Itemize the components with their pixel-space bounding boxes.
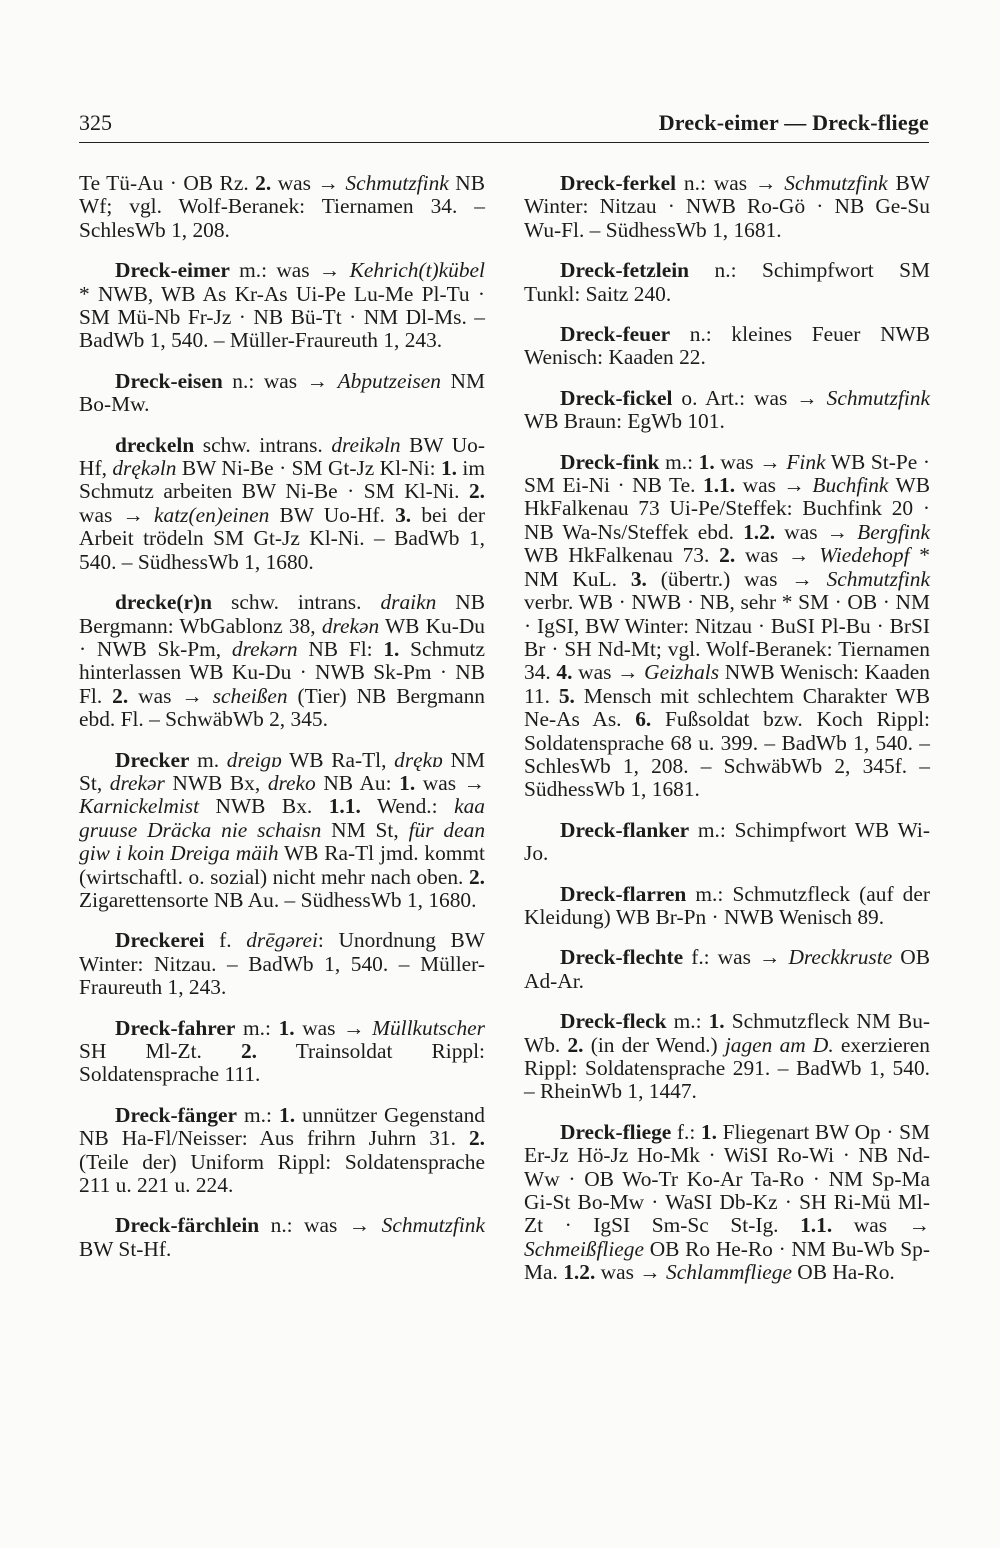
- entry-text: n.: was →: [259, 1213, 382, 1238]
- entry-text: f.: [204, 928, 247, 953]
- headword: Dreck-färchlein: [115, 1213, 260, 1238]
- entry-text: was →: [415, 770, 485, 795]
- dictionary-entry: [79, 172, 485, 242]
- italic-form: drękɒ: [394, 747, 443, 772]
- right-column: [524, 172, 930, 1302]
- entry-text: WB St-Pe · SM Ei-Ni · NB Te.: [524, 449, 931, 498]
- headword: Drecker: [115, 747, 190, 772]
- running-title: Dreck-eimer — Dreck-fliege: [658, 110, 929, 135]
- headword: Dreck-fleck: [560, 1009, 667, 1034]
- italic-form: Schmutzfink: [381, 1213, 485, 1238]
- italic-form: dreko: [267, 770, 316, 795]
- entry-text: n.: was →: [676, 171, 785, 195]
- headword: Dreck-fänger: [115, 1102, 237, 1127]
- entry-text: WB Ra-Tl jmd. kommt (wirtschaftl. o. sozial) nicht mehr nach oben.: [79, 841, 485, 889]
- dictionary-entry: [524, 451, 930, 802]
- entry-text: SH Ml-Zt.: [79, 1039, 241, 1063]
- sense-number: 1.: [278, 1015, 295, 1040]
- italic-form: Abputzeisen: [337, 368, 441, 393]
- entry-text: BW St-Hf.: [79, 1236, 172, 1261]
- dictionary-entry: [524, 1010, 930, 1104]
- italic-form: für dean giw i koin Dreiga mäih: [79, 817, 486, 866]
- entry-text: m.:: [666, 1009, 709, 1034]
- dictionary-entry: [79, 1214, 485, 1261]
- italic-form: dreigɒ: [226, 747, 282, 772]
- entry-text: NWB Bx,: [164, 770, 268, 795]
- sense-number: 1.: [383, 636, 400, 661]
- entry-text: OB Ro He-Ro · NM Bu-Wb Sp-Ma.: [524, 1236, 930, 1285]
- dictionary-entry: [524, 819, 930, 866]
- entry-text: m.:: [659, 449, 699, 474]
- sense-number: 2.: [240, 1039, 258, 1063]
- entry-text: m.: was →: [229, 258, 350, 283]
- entry-text: exerzieren Rippl: Soldatensprache 291. – BadWb 1, 540. – RheinWb 1, 1447.: [524, 1032, 930, 1104]
- italic-form: Bergfink: [857, 519, 930, 544]
- headword: dreckeln: [115, 432, 195, 457]
- dictionary-entry: [524, 387, 930, 434]
- entry-text: WB HkFalkenau 73 Ui-Pe/Steffek: Buchfink 20 · NB Wa-Ns/Steffek ebd.: [524, 473, 931, 544]
- headword: Dreck-flarren: [560, 881, 687, 906]
- entry-text: (Teile der) Uniform Rippl: Soldatensprache 211 u. 221 u. 224.: [79, 1149, 485, 1198]
- entry-text: BW Uo-Hf,: [79, 432, 485, 481]
- entry-text: NB Wf; vgl. Wolf-Beranek: Tiernamen 34. – SchlesWb 1, 208.: [79, 171, 485, 242]
- sense-number: 2.: [468, 479, 485, 504]
- entry-text: n.: was →: [222, 368, 338, 393]
- dictionary-entry: [79, 749, 485, 913]
- page-header: [79, 110, 929, 143]
- italic-form: Fink: [786, 449, 826, 474]
- entry-text: f.: was →: [683, 945, 789, 970]
- entry-text: (Tier) NB Bergmann ebd. Fl. – SchwäbWb 2, 345.: [79, 683, 485, 732]
- entry-text: m.:: [235, 1015, 279, 1040]
- entry-text: (in der Wend.): [583, 1032, 725, 1057]
- entry-text: was →: [572, 660, 645, 685]
- entry-text: was →: [271, 171, 346, 195]
- entry-text: n.: kleines Feuer NWB Wenisch: Kaaden 22.: [524, 322, 930, 370]
- entry-text: BW Uo-Hf.: [269, 502, 396, 527]
- entry-text: NWB Bx.: [199, 794, 329, 819]
- italic-form: drekər: [109, 770, 165, 795]
- italic-form: Buchfink: [812, 473, 889, 498]
- entry-text: verbr. WB · NWB · NB, sehr * SM · OB · NM · IgSI, BW Winter: Nitzau · BuSI Pl-Bu · BrSI Br · SH Nd-Mt; vgl. Wolf-Beranek: Tiernamen 34.: [524, 590, 930, 685]
- entry-text: * NWB, WB As Kr-As Ui-Pe Lu-Me Pl-Tu · SM Mü-Nb Fr-Jz · NB Bü-Tt · NM Dl-Ms. – BadWb 1, 540. – Müller-Fraureuth 1, 243.: [79, 281, 485, 353]
- entry-text: f.:: [671, 1119, 701, 1144]
- dictionary-entry: [79, 370, 485, 417]
- sense-number: 2.: [468, 1126, 485, 1151]
- dictionary-entry: [79, 434, 485, 574]
- italic-form: draikn: [380, 590, 437, 615]
- headword: Dreckerei: [115, 928, 205, 953]
- headword: Dreck-fetzlein: [560, 258, 690, 283]
- headword: Dreck-fink: [560, 449, 660, 474]
- entry-text: m.: [189, 747, 227, 772]
- entry-text: WB Braun: EgWb 101.: [524, 409, 725, 434]
- italic-form: Müllkutscher: [372, 1015, 486, 1040]
- sense-number: 1.: [399, 770, 416, 795]
- entry-text: NWB Wenisch: Kaaden 11.: [524, 660, 930, 708]
- headword: Dreck-ferkel: [560, 171, 677, 195]
- entry-text: was →: [128, 683, 213, 708]
- headword: Dreck-flanker: [560, 817, 690, 842]
- entry-text: NB Au:: [315, 770, 400, 795]
- italic-form: Schmutzfink: [826, 566, 930, 591]
- sense-number: 6.: [635, 707, 652, 732]
- sense-number: 2.: [468, 864, 485, 889]
- dictionary-entry: [524, 946, 930, 993]
- headword: Dreck-feuer: [560, 322, 671, 347]
- headword: Dreck-eisen: [115, 368, 223, 393]
- entry-text: was →: [79, 502, 155, 527]
- entry-text: was →: [294, 1015, 373, 1040]
- entry-text: NM St,: [79, 747, 485, 795]
- dictionary-entry: [524, 323, 930, 370]
- entry-text: Mensch mit schlechtem Charakter WB Ne-As As.: [524, 683, 931, 732]
- entry-text: was →: [595, 1260, 667, 1285]
- sense-number: 1.: [698, 449, 715, 474]
- entry-text: Zigarettensorte NB Au. – SüdhessWb 1, 1680.: [79, 887, 477, 912]
- sense-number: 3.: [395, 502, 412, 527]
- entry-text: im Schmutz arbeiten BW Ni-Be · SM Kl-Ni.: [79, 456, 485, 504]
- italic-form: Karnickelmist: [79, 794, 200, 819]
- dictionary-entry: [79, 259, 485, 353]
- entry-text: o. Art.: was →: [672, 385, 827, 410]
- italic-form: Schlammfliege: [666, 1260, 792, 1285]
- entry-text: Fußsoldat bzw. Koch Rippl: Soldatensprache 68 u. 399. – BadWb 1, 540. – SchlesWb 1, 208. – SchwäbWb 2, 345f. – SüdhessWb 1, 1681.: [524, 707, 930, 802]
- entry-text: Trainsoldat Rippl: Soldatensprache 111.: [79, 1039, 485, 1087]
- italic-form: Wiedehopf: [819, 543, 910, 568]
- dictionary-entry: [79, 929, 485, 999]
- sense-number: 2.: [567, 1032, 584, 1057]
- italic-form: drēgərei: [246, 928, 318, 953]
- entry-text: OB Ha-Ro.: [791, 1260, 895, 1285]
- entry-text: was →: [735, 473, 813, 498]
- italic-form: Schmutzfink: [826, 385, 930, 410]
- headword: Dreck-eimer: [115, 258, 230, 283]
- entry-text: Wend.:: [360, 794, 455, 819]
- italic-form: scheißen: [212, 683, 288, 708]
- entry-text: NB Bergmann: WbGablonz 38,: [79, 590, 485, 638]
- sense-number: 1.: [279, 1102, 296, 1127]
- dictionary-entry: [79, 1017, 485, 1087]
- sense-number: 1.: [700, 1119, 717, 1144]
- sense-number: 1.1.: [703, 473, 736, 498]
- headword: Dreck-flechte: [560, 945, 684, 970]
- sense-number: 5.: [558, 683, 575, 708]
- dictionary-entry: [79, 591, 485, 731]
- sense-number: 1.1.: [800, 1213, 833, 1238]
- entry-text: NM St,: [321, 817, 409, 842]
- italic-form: dreikəln: [331, 432, 401, 457]
- entry-text: NB Fl:: [297, 636, 384, 661]
- headword: Dreck-fliege: [560, 1119, 672, 1144]
- entry-text: m.: Schmutzfleck (auf der Kleidung) WB Br-Pn · NWB Wenisch 89.: [524, 881, 930, 929]
- sense-number: 2.: [719, 543, 736, 568]
- italic-form: jagen am D.: [724, 1032, 834, 1057]
- left-column: [79, 172, 485, 1278]
- entry-text: WB HkFalkenau 73.: [524, 543, 720, 568]
- headword: Dreck-fahrer: [115, 1015, 236, 1040]
- entry-text: schw. intrans.: [212, 590, 381, 615]
- italic-form: kaa gruuse Dräcka nie schaisn: [79, 794, 485, 842]
- sense-number: 2.: [112, 683, 129, 708]
- entry-text: : Unordnung BW Winter: Nitzau. – BadWb 1, 540. – Müller-Fraureuth 1, 243.: [79, 928, 485, 1000]
- italic-form: Geizhals: [644, 660, 720, 685]
- italic-form: Schmutzfink: [784, 171, 888, 195]
- italic-form: drekən: [321, 613, 380, 638]
- entry-text: unnützer Gegenstand NB Ha-Fl/Neisser: Aus frihrn Juhrn 31.: [79, 1102, 485, 1151]
- sense-number: 1.2.: [743, 519, 776, 544]
- entry-text: WB Ra-Tl,: [281, 747, 395, 772]
- entry-text: BW Ni-Be · SM Gt-Jz Kl-Ni:: [176, 456, 441, 481]
- entry-text: schw. intrans.: [194, 432, 332, 457]
- sense-number: 1.: [440, 456, 457, 481]
- sense-number: 1.2.: [563, 1260, 596, 1285]
- italic-form: Kehrich(t)kübel: [349, 258, 485, 283]
- dictionary-entry: [524, 883, 930, 930]
- headword: Dreck-fickel: [560, 385, 673, 410]
- italic-form: drekərn: [231, 636, 298, 661]
- entry-text: was →: [832, 1213, 930, 1238]
- entry-text: OB Ad-Ar.: [524, 945, 930, 993]
- sense-number: 1.: [708, 1009, 725, 1034]
- entry-text: Fliegenart BW Op · SM Er-Jz Hö-Jz Ho-Mk · WiSI Ro-Wi · NB Nd-Ww · OB Wo-Tr Ko-Ar Ta-Ro · NM Sp-Ma Gi-St Bo-Mw · WaSI Db-Kz · SH Ri-Mü Ml-Zt · IgSI Sm-Sc St-Ig.: [524, 1119, 930, 1238]
- entry-text: m.: Schimpfwort WB Wi-Jo.: [524, 817, 930, 866]
- entry-text: WB Ku-Du · NWB Sk-Pm,: [79, 613, 485, 661]
- entry-text: n.: Schimpfwort SM Tunkl: Saitz 240.: [524, 258, 930, 306]
- italic-form: Schmutzfink: [345, 171, 449, 195]
- entry-text: was →: [735, 543, 820, 568]
- sense-number: 4.: [556, 660, 573, 685]
- dictionary-entry: [524, 172, 930, 242]
- italic-form: Dreckkruste: [788, 945, 893, 970]
- entry-text: m.:: [236, 1102, 280, 1127]
- dictionary-entry: [524, 1121, 930, 1285]
- entry-text: Te Tü-Au · OB Rz.: [79, 171, 256, 195]
- sense-number: 3.: [630, 566, 647, 591]
- italic-form: katz(en)einen: [154, 502, 270, 527]
- entry-text: * NM KuL.: [524, 543, 931, 591]
- dictionary-entry: [79, 1104, 485, 1198]
- dictionary-entry: [524, 259, 930, 306]
- italic-form: drękəln: [112, 456, 177, 481]
- italic-form: Schmeißfliege: [524, 1236, 644, 1261]
- page-number: 325: [79, 110, 112, 135]
- headword: drecke(r)n: [115, 590, 213, 615]
- entry-text: bei der Arbeit trödeln SM Gt-Jz Kl-Ni. – BadWb 1, 540. – SüdhessWb 1, 1680.: [79, 502, 485, 574]
- entry-text: Schmutz hinterlassen WB Ku-Du · NWB Sk-Pm · NB Fl.: [79, 636, 485, 708]
- entry-text: was →: [714, 449, 787, 474]
- sense-number: 2.: [255, 171, 272, 195]
- entry-text: Schmutzfleck NM Bu-Wb.: [524, 1009, 931, 1057]
- entry-text: NM Bo-Mw.: [79, 368, 485, 417]
- entry-text: (übertr.) was →: [646, 566, 827, 591]
- sense-number: 1.1.: [328, 794, 361, 819]
- entry-text: BW Winter: Nitzau · NWB Ro-Gö · NB Ge-Su Wu-Fl. – SüdhessWb 1, 1681.: [524, 171, 930, 242]
- entry-text: was →: [775, 519, 858, 544]
